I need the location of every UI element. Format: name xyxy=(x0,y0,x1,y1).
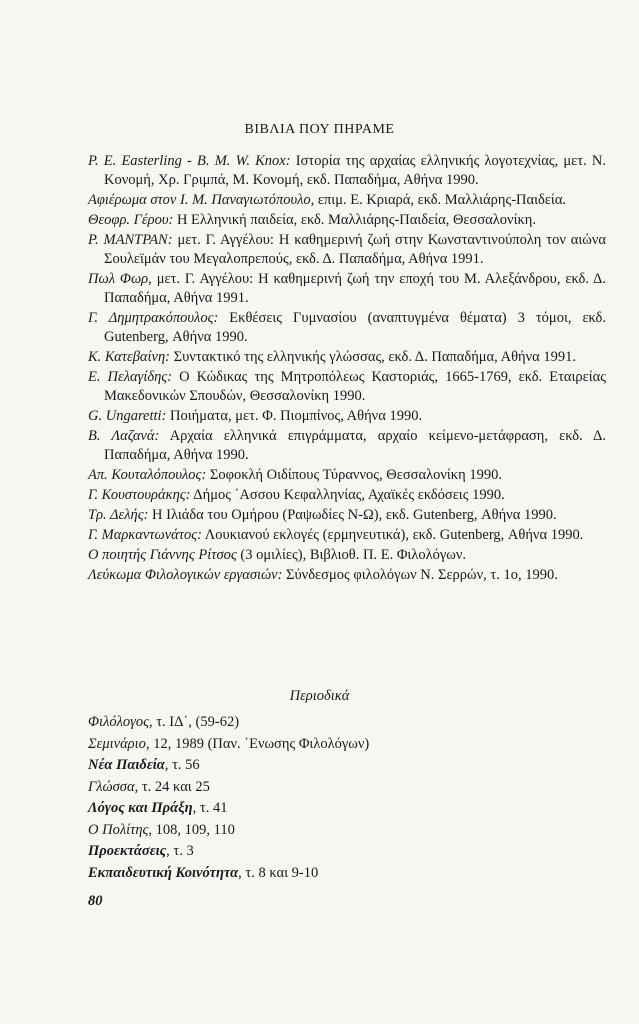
book-entry xyxy=(88,506,606,525)
book-entry xyxy=(88,309,606,347)
periodical-issue: , τ. 8 και 9-10 xyxy=(238,864,319,881)
book-entry xyxy=(88,486,606,505)
periodical-title: Νέα Παιδεία xyxy=(88,757,165,773)
book-author: Γ. Μαρκαντωνάτος: xyxy=(88,527,202,543)
book-entry xyxy=(88,270,606,308)
periodical-title: Γλώσσα xyxy=(88,778,135,795)
book-details: Ιστορία της αρχαίας ελληνικής λογοτεχνίας, μετ. Ν. Κονομή, Χρ. Γριμπά, Μ. Κονομή, εκδ. Παπαδήμα, Αθήνα 1990. xyxy=(104,153,606,188)
book-details: επιμ. Ε. Κριαρά, εκδ. Μαλλιάρης-Παιδεία. xyxy=(314,192,567,208)
book-entry xyxy=(88,546,606,565)
book-details: Δήμος ΄Ασσου Κεφαλληνίας, Αχαϊκές εκδόσεις 1990. xyxy=(190,487,505,503)
book-author: P. E. Easterling - B. M. W. Knox: xyxy=(88,153,291,169)
periodical-item xyxy=(88,777,606,799)
book-author: Β. Λαζανά: xyxy=(88,428,160,444)
book-details: μετ. Γ. Αγγέλου: Η καθημερινή ζωή την εποχή του Μ. Αλεξάνδρου, εκδ. Δ. Παπαδήμα, Αθήνα 1991. xyxy=(104,271,606,306)
periodical-item xyxy=(88,798,606,820)
book-details: Λουκιανού εκλογές (ερμηνευτικά), εκδ. Gutenberg, Αθήνα 1990. xyxy=(201,527,584,543)
book-author: Γ. Κουστουράκης: xyxy=(88,487,191,503)
book-entry xyxy=(88,526,606,545)
periodical-item xyxy=(88,863,606,885)
book-entry xyxy=(88,211,606,230)
periodical-title: Προεκτάσεις xyxy=(88,843,167,859)
book-entry xyxy=(88,466,606,485)
book-details: μετ. Γ. Αγγέλου: Η καθημερινή ζωή στην Κωνσταντινούπολη τον αιώνα Σουλεϊμάν του Μεγαλοπρεπούς, εκδ. Δ. Παπαδήμα, Αθήνα 1991. xyxy=(104,232,606,267)
book-list xyxy=(88,152,606,586)
book-entry xyxy=(88,566,606,585)
book-details: Ο Κώδικας της Μητροπόλεως Καστοριάς, 1665-1769, εκδ. Εταιρείας Μακεδονικών Σπουδών, Θεσσαλονίκη 1990. xyxy=(104,369,606,404)
book-details: Η Ελληνική παιδεία, εκδ. Μαλλιάρης-Παιδεία, Θεσσαλονίκη. xyxy=(173,212,536,228)
book-entry xyxy=(88,407,606,426)
periodical-title: Ο Πολίτης xyxy=(88,821,149,838)
book-entry xyxy=(88,152,606,190)
book-author: Γ. Δημητρακόπουλος: xyxy=(88,310,219,326)
periodical-title: Λόγος και Πράξη xyxy=(88,800,193,816)
periodical-item xyxy=(88,734,606,756)
book-author: Τρ. Δελής: xyxy=(88,507,149,523)
periodical-title: Εκπαιδευτική Κοινότητα xyxy=(88,864,239,881)
book-details: Σοφοκλή Οιδίπους Τύραννος, Θεσσαλονίκη 1990. xyxy=(206,467,502,483)
periodical-title: Σεμινάριο xyxy=(88,735,146,752)
periodical-title: Φιλόλογος xyxy=(88,714,149,730)
periodical-item xyxy=(88,841,606,863)
book-author: Αφιέρωμα στον Ι. Μ. Παναγιωτόπουλο, xyxy=(88,192,315,208)
book-entry xyxy=(88,231,606,269)
book-details: Σύνδεσμος φιλολόγων Ν. Σερρών, τ. 1ο, 1990. xyxy=(282,567,558,583)
page-heading: ΒΙΒΛΙΑ ΠΟΥ ΠΗΡΑΜΕ xyxy=(244,122,395,137)
book-details: (3 ομιλίες), Βιβλιοθ. Π. Ε. Φιλολόγων. xyxy=(236,547,467,563)
periodical-item xyxy=(88,712,606,734)
book-author: Κ. Κατεβαίνη: xyxy=(88,349,171,365)
book-author: Ρ. ΜΑΝΤΡΑΝ: xyxy=(88,232,173,248)
periodical-issue: , τ. 24 και 25 xyxy=(134,778,210,795)
book-details: Εκθέσεις Γυμνασίου (αναπτυγμένα θέματα) 3 τόμοι, εκδ. Gutenberg, Αθήνα 1990. xyxy=(104,310,606,345)
book-author: Απ. Κουταλόπουλος: xyxy=(88,467,207,483)
periodical-issue: , τ. 56 xyxy=(164,757,200,773)
book-author: Ο ποιητής Γιάννης Ρίτσος xyxy=(88,547,237,563)
book-entry xyxy=(88,348,606,367)
book-author: Θεοφρ. Γέρου: xyxy=(88,212,174,228)
book-entry xyxy=(88,368,606,406)
periodical-item xyxy=(88,820,606,842)
page-number: 80 xyxy=(88,893,103,909)
periodicals-list xyxy=(88,712,606,884)
book-author: Ε. Πελαγίδης: xyxy=(88,369,173,385)
book-author: Λεύκωμα Φιλολογικών εργασιών: xyxy=(88,567,283,583)
periodical-issue: , τ. 3 xyxy=(166,843,194,859)
periodical-issue: , 12, 1989 (Παν. ΄Ενωσης Φιλολόγων) xyxy=(145,735,370,752)
periodical-issue: , 108, 109, 110 xyxy=(148,821,235,838)
book-author: G. Ungaretti: xyxy=(88,408,167,424)
book-details: Συντακτικό της ελληνικής γλώσσας, εκδ. Δ. Παπαδήμα, Αθήνα 1991. xyxy=(170,349,576,365)
book-author: Πωλ Φωρ, xyxy=(88,271,152,287)
book-details: Ποιήματα, μετ. Φ. Πιομπίνος, Αθήνα 1990. xyxy=(166,408,423,424)
book-details: Η Ιλιάδα του Ομήρου (Ραψωδίες Ν-Ω), εκδ. Gutenberg, Αθήνα 1990. xyxy=(148,507,557,523)
book-details: Αρχαία ελληνικά επιγράμματα, αρχαίο κείμενο-μετάφραση, εκδ. Δ. Παπαδήμα, Αθήνα 1990. xyxy=(104,428,607,463)
book-entry xyxy=(88,191,606,210)
periodicals-heading: Περιοδικά xyxy=(289,688,350,704)
periodical-item xyxy=(88,755,606,777)
book-entry xyxy=(88,427,606,465)
periodical-issue: , τ. ΙΔ΄, (59-62) xyxy=(148,714,240,730)
periodical-issue: , τ. 41 xyxy=(192,800,228,816)
